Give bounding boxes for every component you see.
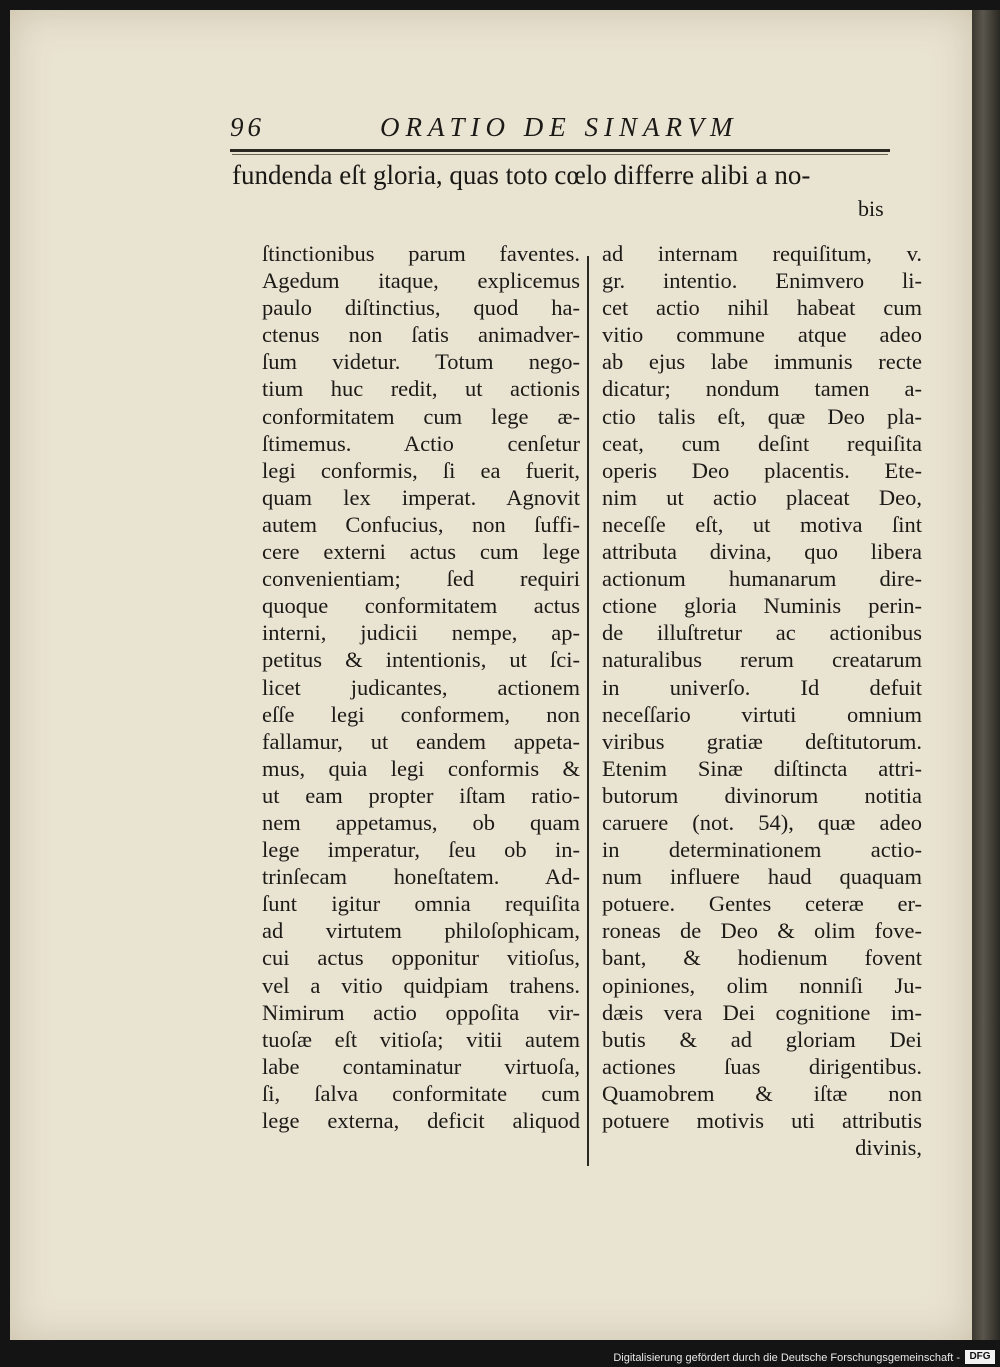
text-line: opiniones, olim nonniſi Ju-: [602, 972, 922, 998]
text-line: cet actio nihil habeat cum: [602, 295, 922, 321]
text-line: attributa divina, quo libera: [602, 539, 922, 565]
text-line: viribus gratiæ deſtitutorum.: [602, 728, 922, 754]
text-line: Nimirum actio oppoſita vir-: [262, 999, 580, 1025]
text-line: nem appetamus, ob quam: [262, 809, 580, 835]
text-line: gr. intentio. Enimvero li-: [602, 268, 922, 294]
text-line: Agedum itaque, explicemus: [262, 268, 580, 294]
text-line: fallamur, ut eandem appeta-: [262, 728, 580, 754]
text-line: cere externi actus cum lege: [262, 539, 580, 565]
text-line: ctione gloria Numinis perin-: [602, 593, 922, 619]
text-line: eſſe legi conformem, non: [262, 701, 580, 727]
text-line: ut eam propter iſtam ratio-: [262, 782, 580, 808]
text-line: actionum humanarum dire-: [602, 566, 922, 592]
text-line: ab ejus labe immunis recte: [602, 349, 922, 375]
text-line: petitus & intentionis, ut ſci-: [262, 647, 580, 673]
text-line: in determinationem actio-: [602, 837, 922, 863]
text-line: lege imperatur, ſeu ob in-: [262, 837, 580, 863]
text-line: nim ut actio placeat Deo,: [602, 484, 922, 510]
text-line: ctenus non ſatis animadver-: [262, 322, 580, 348]
book-binding: [972, 10, 1000, 1340]
running-head-title: ORATIO DE SINARVM: [380, 112, 739, 142]
text-line: neceſſario virtuti omnium: [602, 701, 922, 727]
digitization-credit: Digitalisierung gefördert durch die Deutsche Forschungsgemeinschaft -: [613, 1352, 960, 1364]
text-line: caruere (not. 54), quæ adeo: [602, 809, 922, 835]
text-line: interni, judicii nempe, ap-: [262, 620, 580, 646]
text-line: ſtimemus. Actio cenſetur: [262, 430, 580, 456]
text-line: legi conformis, ſi ea fuerit,: [262, 457, 580, 483]
text-line: ſi, ſalva conformitate cum: [262, 1080, 580, 1106]
text-line: operis Deo placentis. Ete-: [602, 457, 922, 483]
text-line: convenientiam; ſed requiri: [262, 566, 580, 592]
lead-line: fundenda eſt gloria, quas toto cœlo differre alibi a no-: [232, 160, 811, 190]
text-line: ad internam requiſitum, v.: [602, 241, 922, 266]
column-divider: [587, 256, 589, 1166]
text-line: licet judicantes, actionem: [262, 674, 580, 700]
text-line: num influere haud quaquam: [602, 864, 922, 890]
page-number: 96: [230, 112, 265, 142]
catchword: bis: [858, 196, 884, 221]
text-line: trinſecam honeſtatem. Ad-: [262, 864, 580, 890]
text-line: divinis,: [855, 1135, 922, 1161]
running-head: [230, 112, 900, 142]
text-line: vitio commune atque adeo: [602, 322, 922, 348]
text-line: vel a vitio quidpiam trahens.: [262, 972, 580, 998]
text-line: quoque conformitatem actus: [262, 593, 580, 619]
text-line: actiones ſuas dirigentibus.: [602, 1053, 922, 1079]
text-line: ceat, cum deſint requiſita: [602, 430, 922, 456]
text-line: lege externa, deficit aliquod: [262, 1108, 580, 1133]
dfg-logo: DFG: [965, 1350, 995, 1364]
text-line: mus, quia legi conformis &: [262, 755, 580, 781]
text-line: ſtinctionibus parum faventes.: [262, 241, 580, 266]
text-line: tium huc redit, ut actionis: [262, 376, 580, 402]
text-line: quam lex imperat. Agnovit: [262, 484, 580, 510]
header-rule: [230, 149, 890, 152]
text-line: ſunt igitur omnia requiſita: [262, 891, 580, 917]
text-line: Quamobrem & iſtæ non: [602, 1080, 922, 1106]
text-line: butis & ad gloriam Dei: [602, 1026, 922, 1052]
text-line: roneas de Deo & olim fove-: [602, 918, 922, 944]
text-line: Etenim Sinæ diſtincta attri-: [602, 755, 922, 781]
text-line: autem Confucius, non ſuffi-: [262, 511, 580, 537]
left-column: [262, 240, 580, 1134]
header-rule-thin: [232, 154, 888, 155]
text-line: dicatur; nondum tamen a-: [602, 376, 922, 402]
text-line: butorum divinorum notitia: [602, 782, 922, 808]
text-line: neceſſe eſt, ut motiva ſint: [602, 511, 922, 537]
text-line: de illuſtretur ac actionibus: [602, 620, 922, 646]
text-line: dæis vera Dei cognitione im-: [602, 999, 922, 1025]
text-line: potuere motivis uti attributis: [602, 1108, 922, 1133]
text-line: tuoſæ eſt vitioſa; vitii autem: [262, 1026, 580, 1052]
text-line: naturalibus rerum creatarum: [602, 647, 922, 673]
text-line: ſum videtur. Totum nego-: [262, 349, 580, 375]
text-line: conformitatem cum lege æ-: [262, 403, 580, 429]
text-line: cui actus opponitur vitioſus,: [262, 945, 580, 971]
text-line: ad virtutem philoſophicam,: [262, 918, 580, 944]
text-line: ctio talis eſt, quæ Deo pla-: [602, 403, 922, 429]
text-line: in univerſo. Id defuit: [602, 674, 922, 700]
text-line: bant, & hodienum fovent: [602, 945, 922, 971]
text-line: labe contaminatur virtuoſa,: [262, 1053, 580, 1079]
text-line: potuere. Gentes ceteræ er-: [602, 891, 922, 917]
right-column: [602, 240, 922, 1161]
text-line: paulo diſtinctius, quod ha-: [262, 295, 580, 321]
